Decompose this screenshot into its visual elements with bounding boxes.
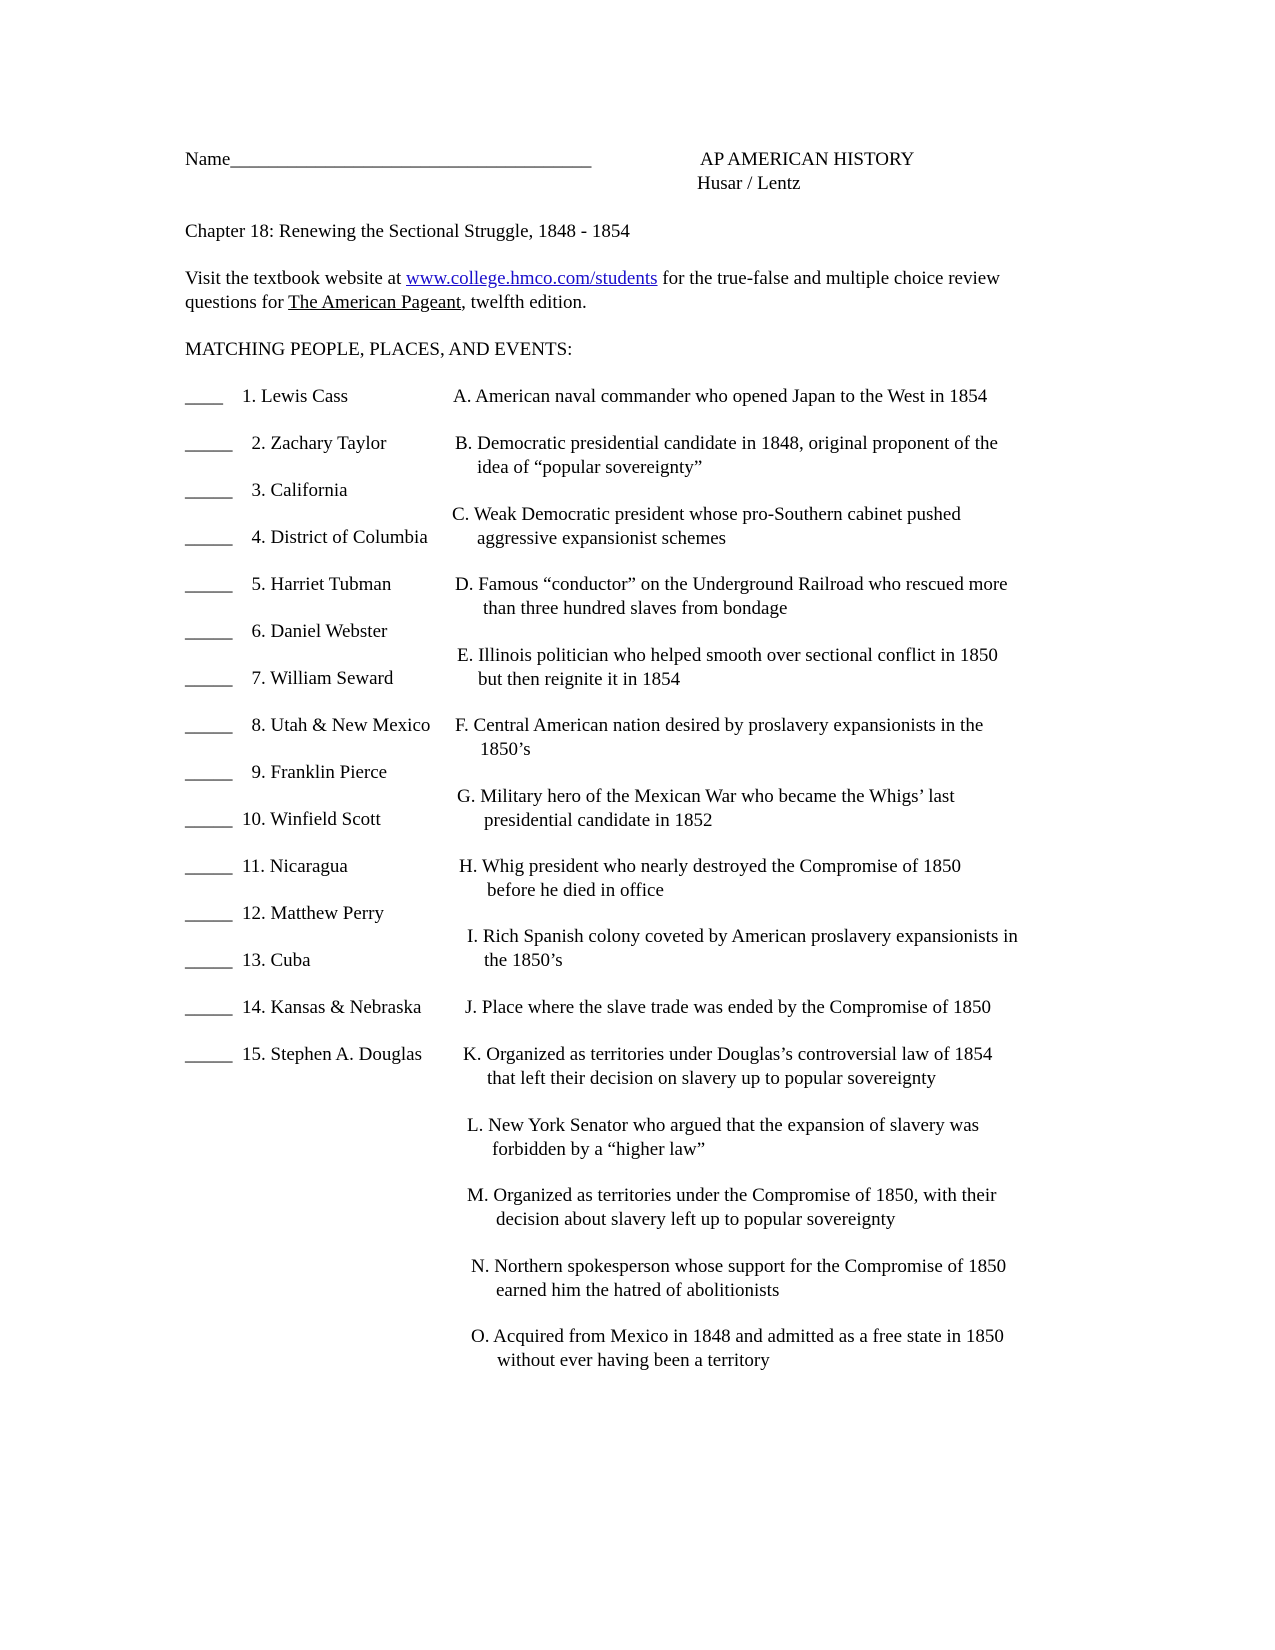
definition-line-1: G. Military hero of the Mexican War who became the Whigs’ last <box>457 786 955 807</box>
definition-line-2: decision about slavery left up to popular sovereignty <box>496 1209 896 1230</box>
definition-line-2: before he died in office <box>487 880 664 901</box>
item-label: 11. Nicaragua <box>242 856 348 877</box>
item-label: 6. Daniel Webster <box>251 621 388 642</box>
definition-line-2: presidential candidate in 1852 <box>484 810 713 831</box>
definition-line-2: without ever having been a territory <box>497 1350 770 1371</box>
matching-item-13[interactable] <box>185 949 311 973</box>
intro-text-after-link: for the true-false and multiple choice review <box>657 268 1000 289</box>
section-heading: MATCHING PEOPLE, PLACES, AND EVENTS: <box>185 339 573 360</box>
answer-blank[interactable]: ____ <box>185 386 223 407</box>
answer-blank[interactable]: _____ <box>185 715 233 736</box>
course-title: AP AMERICAN HISTORY <box>700 149 915 170</box>
answer-blank[interactable]: _____ <box>185 856 233 877</box>
chapter-title: Chapter 18: Renewing the Sectional Struggle, 1848 - 1854 <box>185 221 630 242</box>
definition-line-1: L. New York Senator who argued that the expansion of slavery was <box>467 1115 980 1136</box>
definition-line-1: D. Famous “conductor” on the Underground Railroad who rescued more <box>455 574 1008 595</box>
definition-i <box>467 925 1018 973</box>
matching-item-10[interactable] <box>185 808 381 832</box>
definition-o <box>471 1325 1004 1373</box>
intro-line-2 <box>185 291 587 315</box>
item-label: 9. Franklin Pierce <box>251 762 388 783</box>
definition-line-1: O. Acquired from Mexico in 1848 and admitted as a free state in 1850 <box>471 1326 1004 1347</box>
item-label: 10. Winfield Scott <box>242 809 381 830</box>
item-label: 15. Stephen A. Douglas <box>242 1044 422 1065</box>
item-label: 4. District of Columbia <box>251 527 428 548</box>
definition-line-1: B. Democratic presidential candidate in 1848, original proponent of the <box>455 433 998 454</box>
matching-item-11[interactable] <box>185 855 348 879</box>
item-label: 7. William Seward <box>251 668 394 689</box>
matching-item-1[interactable] <box>185 385 348 409</box>
definition-l <box>467 1114 979 1162</box>
matching-item-9[interactable] <box>185 761 387 785</box>
answer-blank[interactable]: _____ <box>185 903 233 924</box>
name-field[interactable] <box>185 148 591 172</box>
definition-line-1: J. Place where the slave trade was ended by the Compromise of 1850 <box>465 997 992 1018</box>
definition-line-1: E. Illinois politician who helped smooth over sectional conflict in 1850 <box>457 645 998 666</box>
definition-j <box>465 996 991 1020</box>
answer-blank[interactable]: _____ <box>185 809 233 830</box>
definition-d <box>455 573 1008 621</box>
matching-item-3[interactable] <box>185 479 348 503</box>
book-title: The American Pageant <box>288 292 462 313</box>
answer-blank[interactable]: _____ <box>185 668 233 689</box>
answer-blank[interactable]: _____ <box>185 950 233 971</box>
definition-n <box>471 1255 1006 1303</box>
definition-line-2: aggressive expansionist schemes <box>477 528 727 549</box>
definition-line-1: A. American naval commander who opened Japan to the West in 1854 <box>453 386 988 407</box>
matching-item-12[interactable] <box>185 902 384 926</box>
definition-m <box>467 1184 996 1232</box>
intro-line-1 <box>185 267 1000 291</box>
matching-item-15[interactable] <box>185 1043 422 1067</box>
intro-line2-before: questions for <box>185 292 289 313</box>
matching-item-7[interactable] <box>185 667 393 691</box>
name-line: ______________________________________ <box>230 149 592 170</box>
matching-item-8[interactable] <box>185 714 430 738</box>
answer-blank[interactable]: _____ <box>185 621 233 642</box>
item-label: 13. Cuba <box>242 950 311 971</box>
definition-line-1: M. Organized as territories under the Compromise of 1850, with their <box>467 1185 997 1206</box>
matching-item-2[interactable] <box>185 432 386 456</box>
definition-a <box>453 385 987 409</box>
item-label: 5. Harriet Tubman <box>251 574 392 595</box>
answer-blank[interactable]: _____ <box>185 1044 233 1065</box>
matching-item-5[interactable] <box>185 573 391 597</box>
matching-item-6[interactable] <box>185 620 387 644</box>
definition-line-2: the 1850’s <box>484 950 563 971</box>
definition-b <box>455 432 998 480</box>
answer-blank[interactable]: _____ <box>185 433 233 454</box>
intro-text: Visit the textbook website at <box>185 268 407 289</box>
answer-blank[interactable]: _____ <box>185 762 233 783</box>
answer-blank[interactable]: _____ <box>185 480 233 501</box>
answer-blank[interactable]: _____ <box>185 527 233 548</box>
item-label: 2. Zachary Taylor <box>251 433 387 454</box>
definition-line-2: idea of “popular sovereignty” <box>477 457 703 478</box>
definition-line-2: 1850’s <box>480 739 531 760</box>
definition-k <box>463 1043 992 1091</box>
answer-blank[interactable]: _____ <box>185 574 233 595</box>
definition-h <box>459 855 961 903</box>
definition-line-1: N. Northern spokesperson whose support for the Compromise of 1850 <box>471 1256 1007 1277</box>
definition-line-1: C. Weak Democratic president whose pro-Southern cabinet pushed <box>452 504 961 525</box>
textbook-website-link[interactable]: www.college.hmco.com/students <box>406 268 658 289</box>
item-label: 12. Matthew Perry <box>242 903 384 924</box>
matching-item-14[interactable] <box>185 996 421 1020</box>
definition-line-2: than three hundred slaves from bondage <box>483 598 788 619</box>
definition-line-1: I. Rich Spanish colony coveted by American proslavery expansionists in <box>467 926 1018 947</box>
item-label: 8. Utah & New Mexico <box>251 715 431 736</box>
definition-line-1: K. Organized as territories under Douglas’s controversial law of 1854 <box>463 1044 993 1065</box>
definition-g <box>457 785 955 833</box>
matching-item-4[interactable] <box>185 526 428 550</box>
definition-line-2: earned him the hatred of abolitionists <box>496 1280 780 1301</box>
definition-line-1: F. Central American nation desired by proslavery expansionists in the <box>455 715 984 736</box>
definition-line-1: H. Whig president who nearly destroyed the Compromise of 1850 <box>459 856 961 877</box>
definition-f <box>455 714 983 762</box>
definition-c <box>452 503 961 551</box>
definition-e <box>457 644 998 692</box>
item-label: 3. California <box>251 480 348 501</box>
item-label: 14. Kansas & Nebraska <box>242 997 422 1018</box>
answer-blank[interactable]: _____ <box>185 997 233 1018</box>
item-label: 1. Lewis Cass <box>242 386 349 407</box>
name-label: Name <box>185 149 231 170</box>
intro-line2-after: , twelfth edition. <box>461 292 587 313</box>
teachers: Husar / Lentz <box>697 173 801 194</box>
definition-line-2: forbidden by a “higher law” <box>492 1139 706 1160</box>
definition-line-2: but then reignite it in 1854 <box>478 669 681 690</box>
definition-line-2: that left their decision on slavery up to popular sovereignty <box>487 1068 937 1089</box>
